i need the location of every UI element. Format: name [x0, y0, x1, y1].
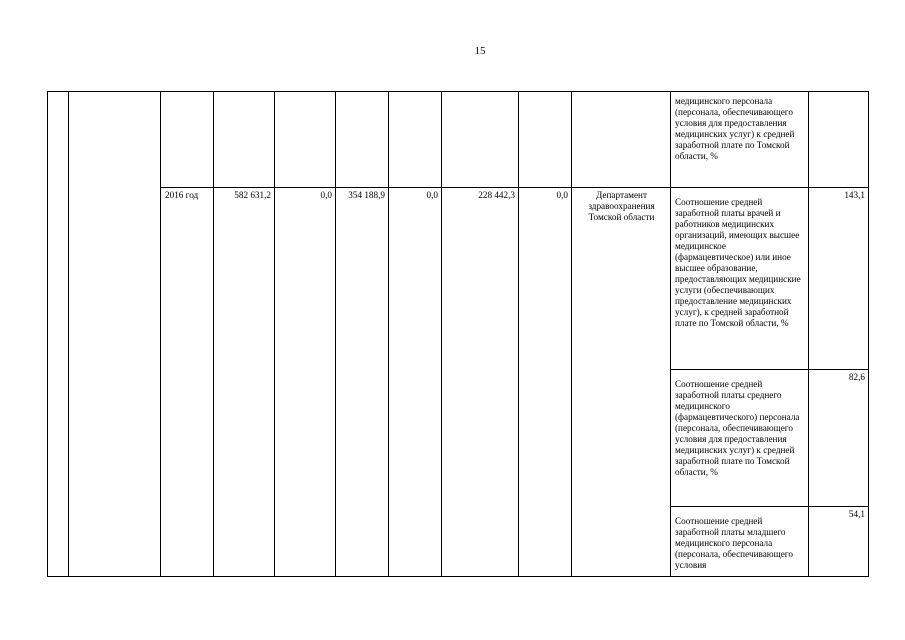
empty-cell-number: [48, 92, 69, 577]
empty-cell: [389, 92, 442, 188]
empty-cell: [336, 92, 389, 188]
empty-cell: [161, 92, 214, 188]
value-col3: 0,0: [275, 188, 336, 577]
empty-cell: [519, 92, 572, 188]
empty-cell: [572, 92, 671, 188]
empty-cell: [275, 92, 336, 188]
program-table: [47, 91, 869, 577]
table-row-continuation: [48, 92, 869, 188]
value-col7: 0,0: [519, 188, 572, 577]
indicator-text: медицинского персонала (персонала, обеспечивающего условия для предоставления медицинских услуг) к средней заработной плате по Томской области, %: [671, 92, 809, 188]
year-cell: 2016 год: [161, 188, 214, 577]
value-col4: 354 188,9: [336, 188, 389, 577]
indicator-value: 82,6: [809, 370, 869, 507]
empty-cell: [214, 92, 275, 188]
value-col6: 228 442,3: [442, 188, 519, 577]
indicator-value: 54,1: [809, 507, 869, 577]
executor-cell: Департамент здравоохранения Томской области: [572, 188, 671, 577]
indicator-value: [809, 92, 869, 188]
indicator-text: Соотношение средней заработной платы младшего медицинского персонала (персонала, обеспечивающего условия: [671, 507, 809, 577]
value-col5: 0,0: [389, 188, 442, 577]
indicator-value: 143,1: [809, 188, 869, 370]
indicator-text: Соотношение средней заработной платы среднего медицинского (фармацевтического) персонала (персонала, обеспечивающего условия для предоставления медицинских услуг) к средней заработной плате по Томской области, %: [671, 370, 809, 507]
total-value: 582 631,2: [214, 188, 275, 577]
page-number: 15: [474, 45, 486, 57]
indicator-text: Соотношение средней заработной платы врачей и работников медицинских организаций, имеющих высшее медицинское (фармацевтическое) или иное высшее образование, предоставляющих медицинские услуги (обеспечивающих предоставление медицинских услуг), к средней заработной плате по Томской области, %: [671, 188, 809, 370]
table-row-2016: [48, 188, 869, 370]
empty-cell: [442, 92, 519, 188]
empty-cell-task: [69, 92, 161, 577]
